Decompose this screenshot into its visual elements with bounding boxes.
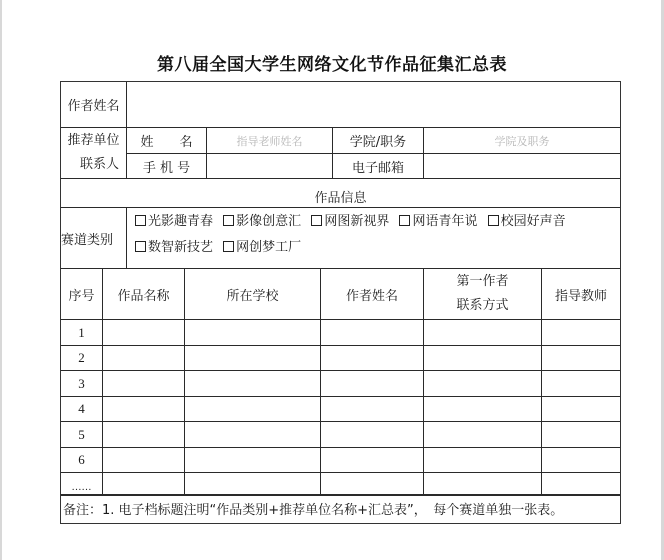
row-school[interactable]	[184, 447, 321, 473]
header-index: 序号	[60, 268, 103, 320]
dept-title-field[interactable]: 学院及职务	[423, 127, 621, 154]
checkbox-icon[interactable]	[135, 241, 146, 252]
row-contact[interactable]	[423, 345, 542, 371]
row-work-name[interactable]	[102, 447, 185, 473]
row-index: 5	[60, 421, 103, 448]
author-name-label: 作者姓名	[60, 81, 127, 128]
track-option-label: 网创梦工厂	[236, 240, 302, 255]
row-advisor[interactable]	[541, 472, 621, 496]
row-advisor[interactable]	[541, 447, 621, 473]
checkbox-icon[interactable]	[223, 215, 234, 226]
row-author-name[interactable]	[320, 345, 424, 371]
track-options-line2	[135, 235, 307, 261]
track-option-label: 数智新技艺	[148, 240, 214, 255]
row-author-name[interactable]	[320, 319, 424, 346]
row-contact[interactable]	[423, 421, 542, 448]
contact-name-field[interactable]: 指导老师姓名	[206, 127, 333, 154]
header-advisor: 指导教师	[541, 268, 621, 320]
row-advisor[interactable]	[541, 319, 621, 346]
track-option-label: 光影趣青春	[148, 214, 214, 229]
row-index: 6	[60, 447, 103, 473]
email-field[interactable]	[423, 153, 621, 179]
row-work-name[interactable]	[102, 472, 185, 496]
checkbox-icon[interactable]	[399, 215, 410, 226]
track-option-wangtu[interactable]	[311, 214, 389, 229]
row-index: ……	[60, 472, 103, 496]
row-author-name[interactable]	[320, 472, 424, 496]
row-index: 3	[60, 370, 103, 397]
track-option-wangyu[interactable]	[399, 214, 477, 229]
track-option-yingxiang[interactable]	[223, 214, 301, 229]
checkbox-icon[interactable]	[311, 215, 322, 226]
note-text: 备注：1. 电子档标题注明“作品类别+推荐单位名称+汇总表”， 每个赛道单独一张表。	[60, 494, 621, 524]
row-index: 2	[60, 345, 103, 371]
row-contact[interactable]	[423, 370, 542, 397]
row-advisor[interactable]	[541, 370, 621, 397]
row-school[interactable]	[184, 345, 321, 371]
referrer-label-line2: 联系人	[79, 157, 119, 172]
row-advisor[interactable]	[541, 345, 621, 371]
track-option-guangying[interactable]	[135, 214, 213, 229]
author-name-field[interactable]	[126, 81, 621, 128]
row-work-name[interactable]	[102, 370, 185, 397]
row-school[interactable]	[184, 472, 321, 496]
track-options	[126, 207, 621, 269]
page-edge-left	[0, 0, 2, 560]
contact-name-label: 姓 名	[126, 127, 207, 154]
checkbox-icon[interactable]	[223, 241, 234, 252]
row-author-name[interactable]	[320, 396, 424, 422]
row-work-name[interactable]	[102, 345, 185, 371]
header-first-author: 第一作者	[456, 274, 509, 289]
row-advisor[interactable]	[541, 421, 621, 448]
track-option-label: 网语青年说	[412, 214, 478, 229]
phone-field[interactable]	[206, 153, 333, 179]
row-author-name[interactable]	[320, 421, 424, 448]
row-contact[interactable]	[423, 447, 542, 473]
row-school[interactable]	[184, 370, 321, 397]
row-school[interactable]	[184, 396, 321, 422]
track-option-shuzhi[interactable]	[135, 240, 213, 255]
header-contact: 联系方式	[456, 298, 509, 313]
checkbox-icon[interactable]	[135, 215, 146, 226]
row-work-name[interactable]	[102, 396, 185, 422]
header-first-author-contact	[423, 268, 542, 320]
row-work-name[interactable]	[102, 319, 185, 346]
row-advisor[interactable]	[541, 396, 621, 422]
referrer-label-line1: 推荐单位	[67, 133, 120, 148]
row-school[interactable]	[184, 319, 321, 346]
phone-label: 手 机 号	[126, 153, 207, 179]
email-label: 电子邮箱	[332, 153, 424, 179]
row-index: 4	[60, 396, 103, 422]
track-option-label: 网图新视界	[324, 214, 390, 229]
dept-title-label: 学院/职务	[332, 127, 424, 154]
row-contact[interactable]	[423, 396, 542, 422]
header-author-name: 作者姓名	[320, 268, 424, 320]
header-school: 所在学校	[184, 268, 321, 320]
row-work-name[interactable]	[102, 421, 185, 448]
row-contact[interactable]	[423, 472, 542, 496]
header-work-name: 作品名称	[102, 268, 185, 320]
track-option-xiaoyuan[interactable]	[488, 214, 566, 229]
work-info-heading: 作品信息	[60, 178, 621, 208]
track-option-label: 校园好声音	[500, 214, 566, 229]
track-option-wangchuang[interactable]	[223, 240, 301, 255]
row-author-name[interactable]	[320, 447, 424, 473]
document-title: 第八届全国大学生网络文化节作品征集汇总表	[157, 55, 507, 75]
track-option-label: 影像创意汇	[236, 214, 302, 229]
row-contact[interactable]	[423, 319, 542, 346]
track-label: 赛道类别	[60, 207, 127, 269]
row-index: 1	[60, 319, 103, 346]
track-options-line1	[135, 209, 572, 235]
row-author-name[interactable]	[320, 370, 424, 397]
referrer-contact-label	[60, 127, 127, 179]
checkbox-icon[interactable]	[488, 215, 499, 226]
row-school[interactable]	[184, 421, 321, 448]
